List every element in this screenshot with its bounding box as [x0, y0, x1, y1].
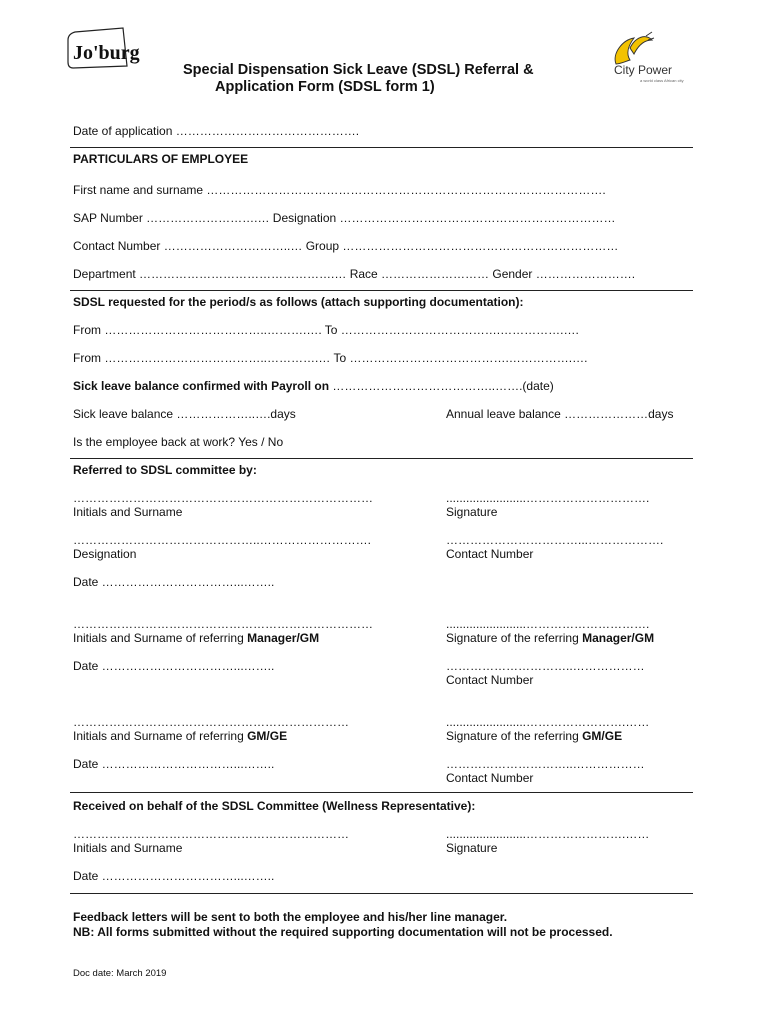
citypower-logo — [608, 30, 718, 82]
form-title-line2: Application Form (SDSL form 1) — [215, 79, 435, 95]
nb-note: NB: All forms submitted without the required supporting documentation will not be processed. — [73, 925, 613, 939]
section-heading-employee: PARTICULARS OF EMPLOYEE — [73, 152, 249, 166]
signature-line[interactable]: ........................…………………………. — [446, 491, 650, 505]
joburg-logo-text: Jo'burg — [73, 42, 140, 64]
divider — [70, 792, 693, 793]
contact-group-field[interactable]: Contact Number …………………………..… Group …………………………………………………………… — [73, 239, 619, 253]
department-race-gender-field[interactable]: Department ………………………………………….… Race ……………………… Gender ……………………. — [73, 267, 636, 281]
label-wellness-signature: Signature — [446, 841, 498, 855]
balance-confirmed-label: Sick leave balance confirmed with Payroll on — [73, 379, 330, 393]
date-of-application-field[interactable]: Date of application ………………………………………. — [73, 124, 360, 138]
label-gm-initials: Initials and Surname of referring GM/GE — [73, 729, 288, 743]
sick-leave-balance-field[interactable]: Sick leave balance ………………..….days — [73, 407, 296, 421]
manager-signature-line[interactable]: ........................…………………………. — [446, 617, 650, 631]
label-gm-contact: Contact Number — [446, 771, 534, 785]
sap-designation-field[interactable]: SAP Number ……………………….… Designation …………………………………………………………… — [73, 211, 616, 225]
contact-line[interactable]: ……………………………...………………. — [446, 533, 664, 547]
label-gm-signature: Signature of the referring GM/GE — [446, 729, 623, 743]
divider — [70, 290, 693, 291]
wellness-signature-line[interactable]: ........................…………………….…… — [446, 827, 650, 841]
label-manager-contact: Contact Number — [446, 673, 534, 687]
label-signature: Signature — [446, 505, 498, 519]
divider — [70, 458, 693, 459]
label-manager-signature: Signature of the referring Manager/GM — [446, 631, 655, 645]
wellness-date-field[interactable]: Date ……………………………...…….. — [73, 869, 275, 883]
gm-contact-line[interactable]: …………………………..……………… — [446, 757, 645, 771]
citypower-logo-text: City Power — [614, 63, 673, 77]
manager-date-field[interactable]: Date ……………………………...…….. — [73, 659, 275, 673]
label-contact-number: Contact Number — [446, 547, 534, 561]
label-manager-initials: Initials and Surname of referring Manager/GM — [73, 631, 320, 645]
form-title-line1: Special Dispensation Sick Leave (SDSL) Referral & — [183, 62, 534, 78]
divider — [70, 893, 693, 894]
wellness-initials-line[interactable]: …………………………………………………………… — [73, 827, 349, 841]
balance-confirmed-date: …………………………………..…….(date) — [329, 379, 554, 393]
first-name-field[interactable]: First name and surname ………………………………………………………………………………………. — [73, 183, 606, 197]
gm-initials-line[interactable]: …………………………………………………………… — [73, 715, 349, 729]
initials-line[interactable]: ………………………………………………………………… — [73, 491, 373, 505]
label-initials: Initials and Surname — [73, 505, 183, 519]
section-heading-period: SDSL requested for the period/s as follows (attach supporting documentation): — [73, 295, 524, 309]
gm-signature-line[interactable]: ........................…………………….…… — [446, 715, 650, 729]
designation-line[interactable]: ………………………………………..………………………. — [73, 533, 372, 547]
citypower-tagline: a world class African city — [640, 78, 684, 83]
period-from-to-field-2[interactable]: From …………………………………..………….… To ………………………………….…………….…. — [73, 351, 588, 365]
annual-leave-balance-field[interactable]: Annual leave balance …………………days — [446, 407, 674, 421]
joburg-logo — [65, 26, 140, 70]
referred-date-field[interactable]: Date ……………………………...…….. — [73, 575, 275, 589]
gm-date-field[interactable]: Date ……………………………...…….. — [73, 757, 275, 771]
divider — [70, 147, 693, 148]
feedback-note: Feedback letters will be sent to both the employee and his/her line manager. — [73, 910, 508, 924]
manager-contact-line[interactable]: …………………………..……………… — [446, 659, 645, 673]
label-designation: Designation — [73, 547, 137, 561]
doc-date: Doc date: March 2019 — [73, 968, 167, 979]
label-wellness-initials: Initials and Surname — [73, 841, 183, 855]
back-at-work-question[interactable]: Is the employee back at work? Yes / No — [73, 435, 284, 449]
period-from-to-field-1[interactable]: From …………………………………..……….…. To ………………………………….…………….…. — [73, 323, 579, 337]
section-heading-referred: Referred to SDSL committee by: — [73, 463, 257, 477]
balance-confirmed-field[interactable] — [73, 379, 554, 393]
manager-initials-line[interactable]: ………………………………………………………………… — [73, 617, 373, 631]
section-heading-received: Received on behalf of the SDSL Committee (Wellness Representative): — [73, 799, 476, 813]
